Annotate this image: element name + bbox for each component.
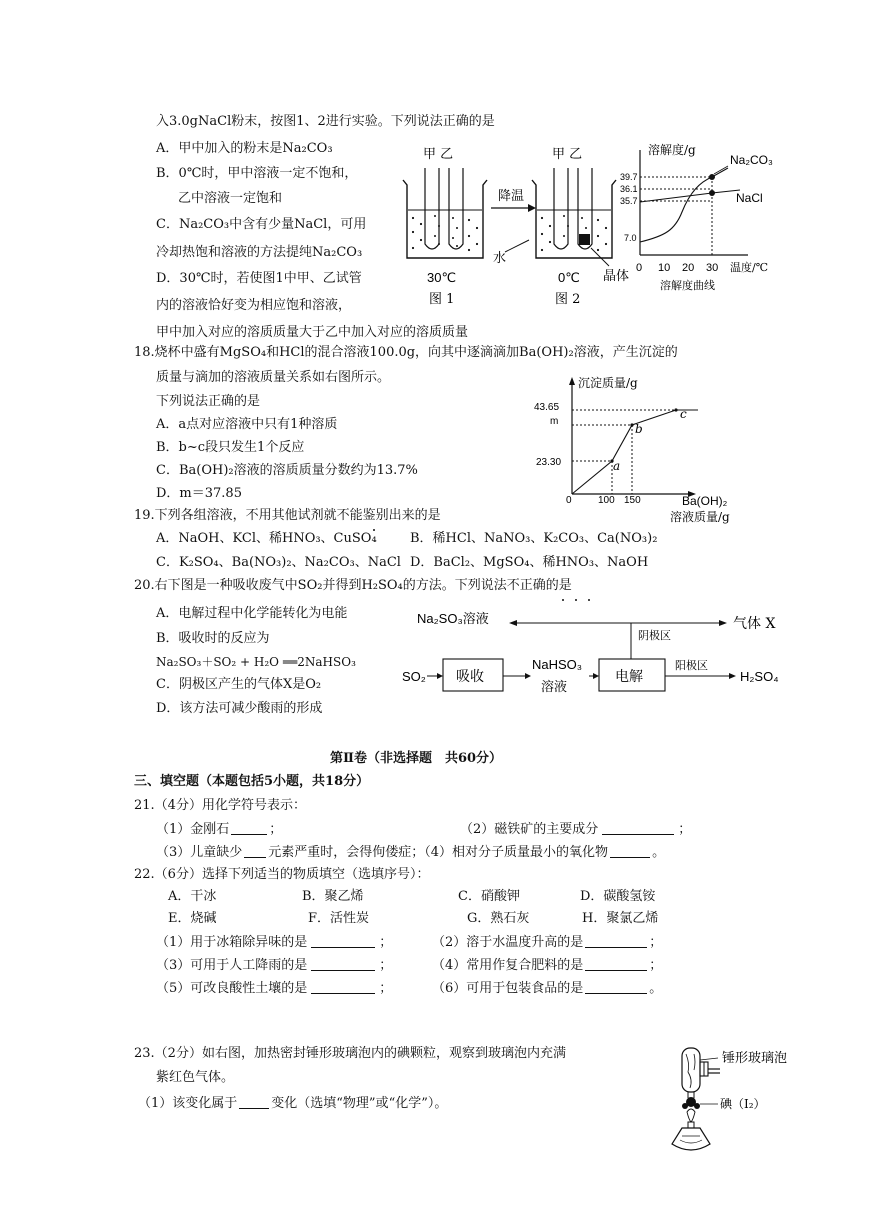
q22-blank5[interactable]	[311, 979, 375, 994]
q21-part1: （1）金刚石 ；	[156, 822, 283, 837]
precip-xtick-0: 0	[566, 495, 572, 506]
q21-part3-4: （3）儿童缺少 元素严重时，会得佝偻症；（4）相对分子质量最小的氧化物 。	[156, 845, 666, 860]
q21-blank4[interactable]	[610, 843, 650, 858]
water-label: 水	[493, 251, 507, 266]
precip-ytick-23.30: 23.30	[536, 457, 562, 468]
precip-xlabel-line2: 溶液质量/g	[670, 510, 730, 524]
q20-option-a: A．电解过程中化学能转化为电能	[156, 606, 348, 621]
q22-option-d: D．碳酸氢铵	[580, 889, 656, 904]
flow-so2: SO₂	[402, 669, 426, 684]
curve-xlabel: 温度/℃	[730, 261, 769, 274]
q22-option-b: B．聚乙烯	[302, 889, 364, 904]
crystal-label: 晶体	[603, 269, 630, 284]
q22-option-f: F．活性炭	[308, 911, 370, 926]
q23-stem-line2: 紫红色气体。	[156, 1070, 235, 1085]
q22-q1: （1）用于冰箱除异味的是 ；	[156, 935, 393, 950]
q21-blank3[interactable]	[244, 843, 266, 858]
beaker-1	[403, 168, 487, 258]
curve-ytick-7.0: 7.0	[624, 233, 637, 243]
precip-point-a: a	[613, 459, 621, 473]
curve-series-na2co3: Na₂CO₃	[730, 153, 773, 167]
q19-option-b: B．稀HCl、NaNO₃、K₂CO₃、Ca(NO₃)₂	[410, 531, 658, 546]
q17-option-d-line1: D．30℃时，若使图1中甲、乙试管	[156, 271, 362, 286]
q21-blank2[interactable]	[602, 820, 674, 835]
q18-option-a: A．a点对应溶液中只有1种溶质	[156, 417, 338, 432]
flow-absorb: 吸收	[456, 669, 484, 685]
nacl-curve	[640, 190, 740, 202]
q23-stem-line1: 23.（2分）如右图，加热密封锤形玻璃泡内的碘颗粒，观察到玻璃泡内充满	[134, 1046, 566, 1061]
q22-q2: （2）溶于水温度升高的是 ；	[432, 935, 663, 950]
precipitate-chart	[530, 373, 750, 533]
q22-blank2[interactable]	[585, 933, 647, 948]
label-hammer-bulb: 锤形玻璃泡	[722, 1051, 788, 1066]
precip-point-b: b	[635, 422, 643, 436]
curve-ytick-35.7: 35.7	[620, 196, 638, 206]
q19-option-a: A．NaOH、KCl、稀HNO₃、CuSO₄	[156, 531, 377, 546]
q17-option-d-line2: 内的溶液恰好变为相应饱和溶液，	[156, 298, 352, 313]
q22-q3: （3）可用于人工降雨的是 ；	[156, 958, 393, 973]
q17-option-b-line1: B．0℃时，甲中溶液一定不饱和，	[156, 166, 358, 181]
q19-option-d: D．BaCl₂、MgSO₄、稀HNO₃、NaOH	[410, 555, 649, 570]
section-3-heading: 三、填空题（本题包括5小题，共18分）	[134, 774, 370, 789]
cool-arrow-label: 降温	[498, 189, 525, 204]
curve-series-nacl: NaCl	[736, 191, 763, 205]
flow-nahso3-line1: NaHSO₃	[532, 657, 583, 672]
q20-option-c: C．阴极区产生的气体X是O₂	[156, 677, 322, 692]
q18-stem-line1: 18.烧杯中盛有MgSO₄和HCl的混合溶液100.0g，向其中逐滴滴加Ba(OH)₂溶液，产生沉淀的	[134, 345, 678, 360]
curve-xtick-20: 20	[682, 262, 695, 274]
q17-option-b-line2: 乙中溶液一定饱和	[178, 191, 283, 206]
q20-option-b-line1: B．吸收时的反应为	[156, 631, 270, 646]
precip-xlabel-line1: Ba(OH)₂	[682, 494, 728, 508]
q22-option-a: A．干冰	[168, 889, 217, 904]
q22-option-e: E．烧碱	[168, 911, 217, 926]
flow-na2so3: Na₂SO₃溶液	[417, 611, 489, 626]
q17-beaker-figure	[395, 140, 643, 310]
q20-option-d: D．该方法可减少酸雨的形成	[156, 701, 323, 716]
curve-xtick-0: 0	[636, 262, 643, 274]
precip-ytick-43.65: 43.65	[534, 402, 560, 413]
flow-nahso3-line2: 溶液	[541, 680, 568, 695]
q22-blank6[interactable]	[585, 979, 647, 994]
q21-stem: 21.（4分）用化学符号表示：	[134, 798, 306, 813]
precip-ytick-m: m	[550, 416, 559, 427]
fig2-caption: 图 2	[555, 292, 581, 307]
q18-option-d: D．m＝37.85	[156, 486, 242, 501]
q22-q4: （4）常用作复合肥料的是 ；	[432, 958, 663, 973]
curve-xtick-10: 10	[658, 262, 671, 274]
temp-0-label: 0℃	[558, 270, 580, 285]
q17-intro: 入3.0gNaCl粉末，按图1、2进行实验。下列说法正确的是	[156, 114, 495, 129]
q22-q6: （6）可用于包装食品的是 。	[432, 981, 663, 996]
q18-option-b: B．b~c段只发生1个反应	[156, 440, 305, 455]
curve-ytick-39.7: 39.7	[620, 172, 638, 182]
precip-point-c: c	[680, 407, 687, 421]
label-iodine: 碘（I₂）	[720, 1097, 766, 1111]
fig1-caption: 图 1	[429, 292, 455, 307]
fig1-jia-yi-label: 甲 乙	[423, 147, 454, 162]
flow-anode: 阳极区	[675, 659, 708, 672]
q18-option-c: C．Ba(OH)₂溶液的溶质质量分数约为13.7%	[156, 463, 418, 478]
part2-title: 第Ⅱ卷（非选择题 共60分）	[330, 751, 503, 766]
curve-caption: 溶解度曲线	[660, 279, 715, 292]
q17-option-a: A．甲中加入的粉末是Na₂CO₃	[156, 141, 333, 156]
curve-xtick-30: 30	[706, 262, 719, 274]
crystal-mark	[579, 234, 590, 245]
q19-option-c: C．K₂SO₄、Ba(NO₃)₂、Na₂CO₃、NaCl	[156, 555, 401, 570]
beaker-2	[532, 168, 616, 258]
q22-option-c: C．硝酸钾	[458, 889, 520, 904]
q23-blank1[interactable]	[239, 1094, 269, 1109]
q22-stem: 22.（6分）选择下列适当的物质填空（选填序号）：	[134, 867, 430, 882]
q19-stem: 19.下列各组溶液，不用其他试剂就不能鉴别出来的是	[134, 508, 441, 523]
q23-part1: （1）该变化属于 变化（选填“物理”或“化学”）。	[138, 1096, 448, 1111]
curve-ytick-36.1: 36.1	[620, 184, 638, 194]
q22-blank3[interactable]	[311, 956, 375, 971]
q20-stem: 20.右下图是一种吸收废气中SO₂并得到H₂SO₄的方法。下列说法不正确的是	[134, 578, 572, 593]
q17-option-c-line2: 冷却热饱和溶液的方法提纯Na₂CO₃	[156, 245, 363, 260]
q22-option-g: G．熟石灰	[467, 911, 530, 926]
q21-part2: （2）磁铁矿的主要成分 ；	[460, 822, 692, 837]
fig2-jia-yi-label: 甲 乙	[552, 147, 583, 162]
q18-stem-line2: 质量与滴加的溶液质量关系如右图所示。	[156, 370, 391, 385]
q21-blank1[interactable]	[231, 820, 267, 835]
flow-cathode: 阴极区	[638, 629, 671, 642]
flow-gas-x: 气体 X	[733, 616, 776, 632]
precip-xtick-100: 100	[598, 495, 615, 506]
flow-electrolysis: 电解	[615, 669, 643, 685]
flow-h2so4: H₂SO₄	[740, 669, 779, 684]
curve-ylabel: 溶解度/g	[648, 143, 696, 157]
q22-blank4[interactable]	[585, 956, 647, 971]
q20-flow-diagram	[395, 603, 815, 703]
precip-ylabel: 沉淀质量/g	[578, 376, 638, 390]
q20-option-b-equation: Na₂SO₃＋SO₂ + H₂O ══2NaHSO₃	[156, 655, 356, 669]
q22-blank1[interactable]	[311, 933, 375, 948]
temp-30-label: 30℃	[427, 270, 457, 285]
q18-stem-line3: 下列说法正确的是	[156, 394, 261, 409]
solubility-curve-chart	[620, 140, 795, 300]
q22-q5: （5）可改良酸性土壤的是 ；	[156, 981, 393, 996]
na2co3-curve	[640, 168, 728, 242]
q17-option-d-line3: 甲中加入对应的溶质质量大于乙中加入对应的溶质质量	[156, 325, 469, 340]
q22-option-h: H．聚氯乙烯	[582, 911, 659, 926]
iodine-bulb-figure	[660, 1040, 810, 1170]
q17-option-c-line1: C．Na₂CO₃中含有少量NaCl，可用	[156, 217, 367, 232]
alcohol-lamp	[672, 1128, 710, 1150]
precip-xtick-150: 150	[624, 495, 641, 506]
